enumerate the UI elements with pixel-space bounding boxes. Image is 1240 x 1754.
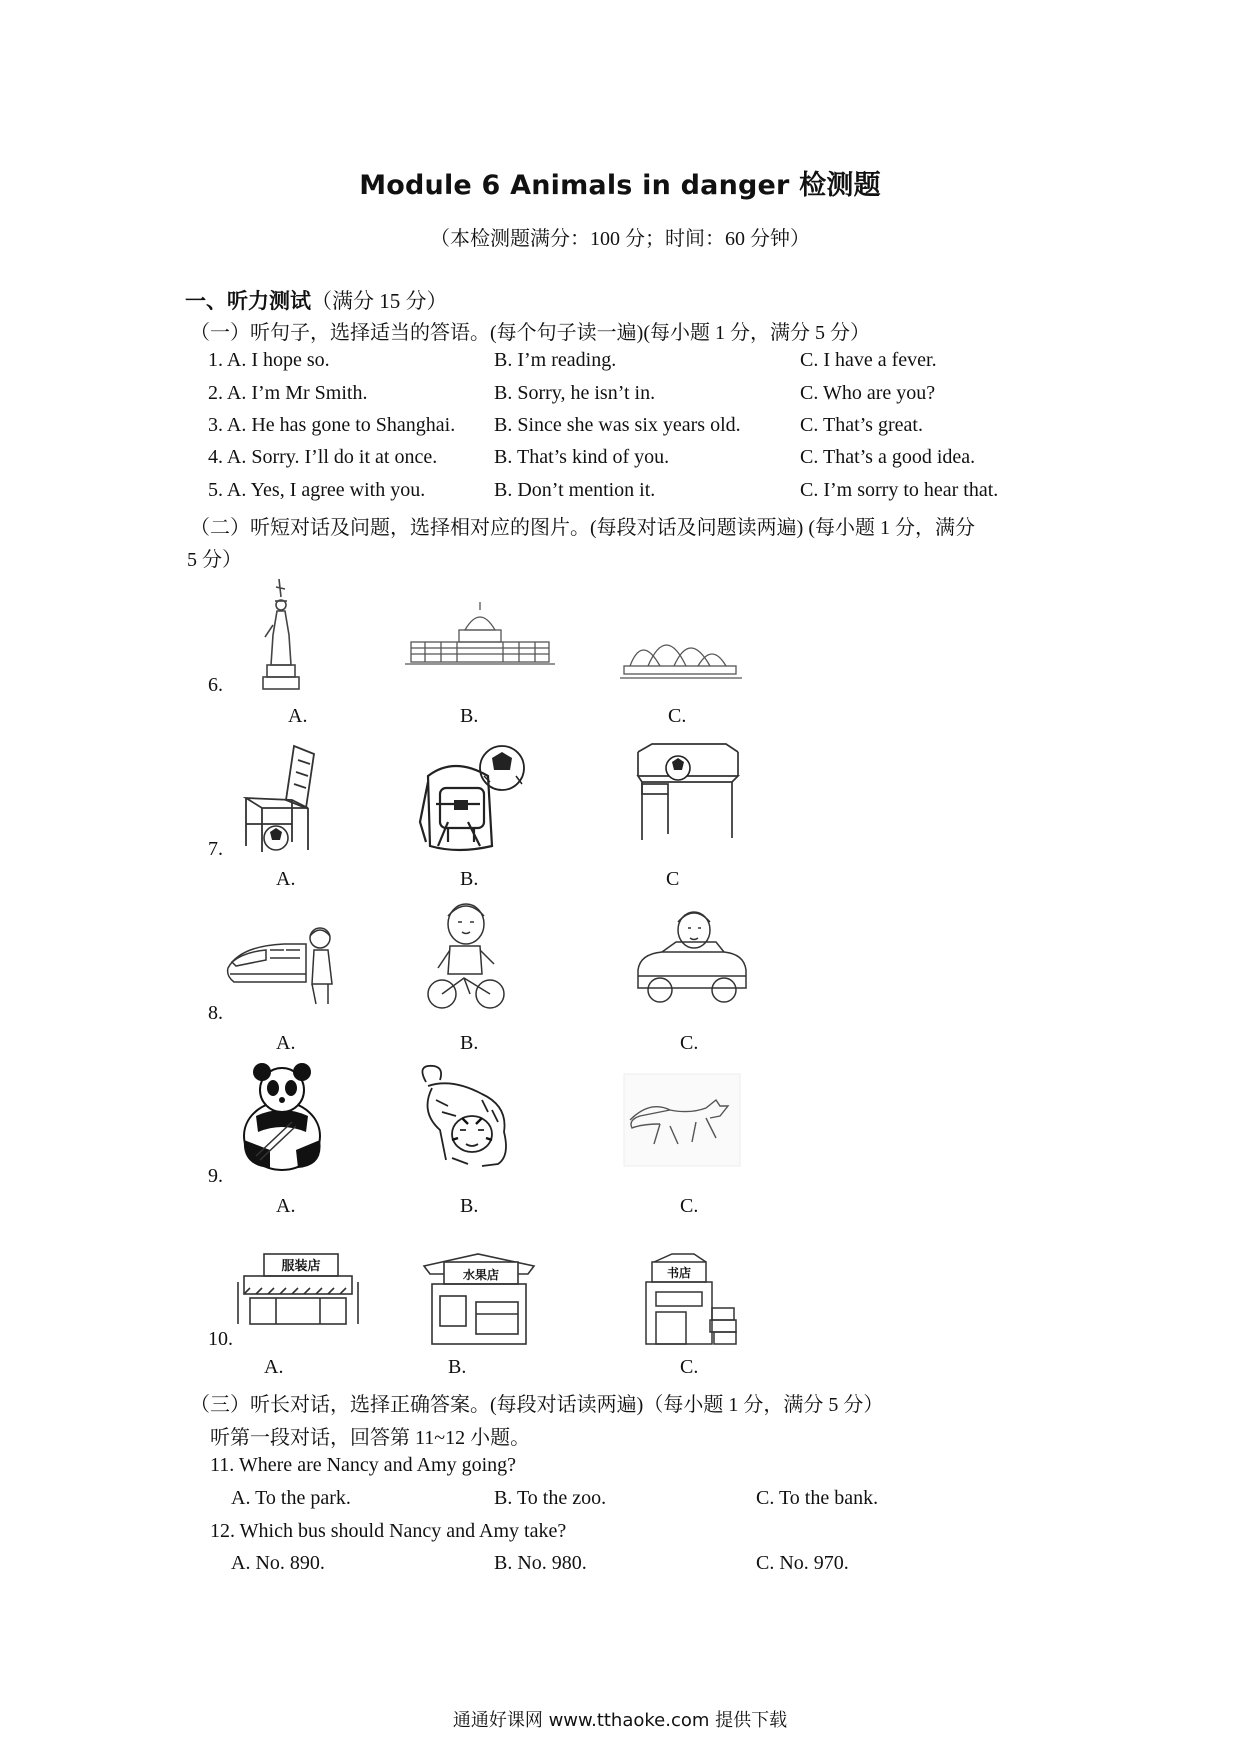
q4-option-a: 4. A. Sorry. I’ll do it at once. (208, 446, 438, 468)
q2-option-c: C. Who are you? (800, 382, 936, 404)
dialog-intro: 听第一段对话，回答第 11~12 小题。 (210, 1427, 531, 1449)
q4-option-c: C. That’s a good idea. (800, 446, 976, 468)
section-title: 一、听力测试 (185, 289, 311, 313)
option-label-a: A. (276, 1195, 296, 1217)
question-number-8: 8. (208, 1002, 223, 1024)
clothes-shop-picture (236, 1252, 360, 1326)
part2-instruction-line2: 5 分） (187, 549, 242, 571)
q12-option-a: A. No. 890. (231, 1552, 325, 1574)
option-label-c: C. (668, 705, 687, 727)
q2-option-a: 2. A. I’m Mr Smith. (208, 382, 368, 404)
option-label-a: A. (276, 868, 296, 890)
option-label-c: C. (680, 1032, 699, 1054)
fruit-shop-picture (420, 1252, 538, 1348)
question-number-10: 10. (208, 1328, 233, 1350)
q11-option-b: B. To the zoo. (494, 1487, 607, 1509)
clothes-shop-sign: 服装店 (281, 1259, 321, 1274)
option-label-b: B. (460, 868, 479, 890)
page-subtitle: （本检测题满分：100 分；时间：60 分钟） (430, 228, 810, 250)
option-label-a: A. (276, 1032, 296, 1054)
q1-option-a: 1. A. I hope so. (208, 349, 330, 371)
q5-option-c: C. I’m sorry to hear that. (800, 479, 999, 501)
q4-option-b: B. That’s kind of you. (494, 446, 670, 468)
question-11: 11. Where are Nancy and Amy going? (210, 1454, 517, 1476)
q2-option-b: B. Sorry, he isn’t in. (494, 382, 656, 404)
option-label-c: C (666, 868, 680, 890)
section-score: （满分 15 分） (311, 289, 448, 313)
capitol-building-picture (405, 598, 555, 670)
question-12: 12. Which bus should Nancy and Amy take? (210, 1520, 567, 1542)
desk-with-ball-picture (632, 740, 744, 846)
q5-option-a: 5. A. Yes, I agree with you. (208, 479, 426, 501)
question-number-9: 9. (208, 1165, 223, 1187)
option-label-c: C. (680, 1195, 699, 1217)
boy-by-train-picture (224, 924, 346, 1008)
statue-of-liberty-picture (255, 575, 311, 693)
boy-on-bicycle-picture (420, 898, 512, 1014)
part2-instruction-line1: （二）听短对话及问题，选择相对应的图片。(每段对话及问题读两遍) (每小题 1 分，满分 (190, 517, 975, 539)
fruit-shop-sign: 水果店 (462, 1268, 500, 1282)
q11-option-a: A. To the park. (231, 1487, 351, 1509)
question-number-7: 7. (208, 838, 223, 860)
bookshop-sign: 书店 (666, 1266, 692, 1280)
schoolbag-with-ball-picture (418, 742, 530, 858)
q12-option-b: B. No. 980. (494, 1552, 587, 1574)
q5-option-b: B. Don’t mention it. (494, 479, 656, 501)
q1-option-c: C. I have a fever. (800, 349, 937, 371)
option-label-b: B. (460, 1032, 479, 1054)
bookshop-picture (640, 1252, 740, 1348)
option-label-b: B. (460, 705, 479, 727)
chair-with-ball-picture (240, 742, 334, 854)
sydney-opera-house-picture (620, 620, 742, 682)
question-number-6: 6. (208, 674, 223, 696)
option-label-b: B. (460, 1195, 479, 1217)
fox-picture (620, 1070, 744, 1170)
q1-option-b: B. I’m reading. (494, 349, 617, 371)
footer-credit: 通通好课网 www.tthaoke.com 提供下载 (452, 1710, 788, 1731)
q3-option-b: B. Since she was six years old. (494, 414, 741, 436)
option-label-b: B. (448, 1356, 467, 1378)
tiger-picture (412, 1060, 522, 1178)
boy-in-car-picture (632, 906, 752, 1010)
q11-option-c: C. To the bank. (756, 1487, 879, 1509)
q3-option-a: 3. A. He has gone to Shanghai. (208, 414, 456, 436)
option-label-a: A. (264, 1356, 284, 1378)
q3-option-c: C. That’s great. (800, 414, 923, 436)
panda-picture (236, 1062, 328, 1174)
part3-instruction: （三）听长对话，选择正确答案。(每段对话读两遍)（每小题 1 分，满分 5 分） (190, 1394, 884, 1416)
part1-instruction: （一）听句子，选择适当的答语。(每个句子读一遍)(每小题 1 分，满分 5 分） (190, 322, 870, 344)
option-label-c: C. (680, 1356, 699, 1378)
q12-option-c: C. No. 970. (756, 1552, 849, 1574)
option-label-a: A. (288, 705, 308, 727)
section-heading (185, 285, 448, 315)
page-title: Module 6 Animals in danger 检测题 (359, 170, 881, 201)
